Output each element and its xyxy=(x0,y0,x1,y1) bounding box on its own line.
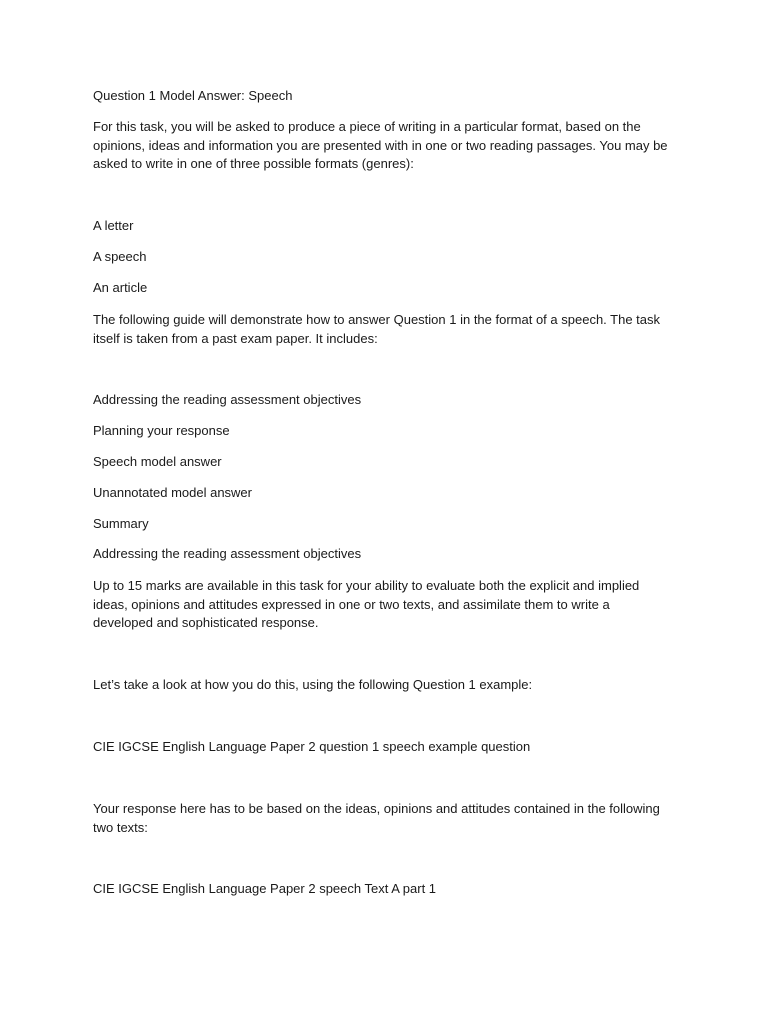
guide-item-summary: Summary xyxy=(93,516,149,531)
example-question-label: CIE IGCSE English Language Paper 2 question 1 speech example question xyxy=(93,739,531,754)
guide-item-planning: Planning your response xyxy=(93,423,230,438)
guide-item-model-answer: Speech model answer xyxy=(93,454,222,469)
guide-intro-paragraph: The following guide will demonstrate how to answer Question 1 in the format of a speech. The task itself is taken from a past exam paper. It includes: xyxy=(93,312,661,346)
response-note-paragraph: Your response here has to be based on the ideas, opinions and attitudes contained in the following two texts: xyxy=(93,801,660,835)
section-heading: Addressing the reading assessment objectives xyxy=(93,546,362,561)
format-item-speech: A speech xyxy=(93,249,147,264)
example-lead: Let’s take a look at how you do this, using the following Question 1 example: xyxy=(93,677,533,692)
guide-item-unannotated: Unannotated model answer xyxy=(93,485,252,500)
format-item-article: An article xyxy=(93,280,148,295)
document-title: Question 1 Model Answer: Speech xyxy=(93,88,293,103)
guide-item-objectives: Addressing the reading assessment objectives xyxy=(93,392,362,407)
marks-paragraph: Up to 15 marks are available in this task for your ability to evaluate both the explicit and implied ideas, opinions and attitudes expressed in one or two texts, and assimilate them to write a developed and sophisticated response. xyxy=(93,578,640,630)
text-a-label: CIE IGCSE English Language Paper 2 speech Text A part 1 xyxy=(93,881,437,896)
intro-paragraph: For this task, you will be asked to produce a piece of writing in a particular format, based on the opinions, ideas and information you are presented with in one or two reading passages. You may be asked to write in one of three possible formats (genres): xyxy=(93,119,668,171)
format-item-letter: A letter xyxy=(93,218,134,233)
